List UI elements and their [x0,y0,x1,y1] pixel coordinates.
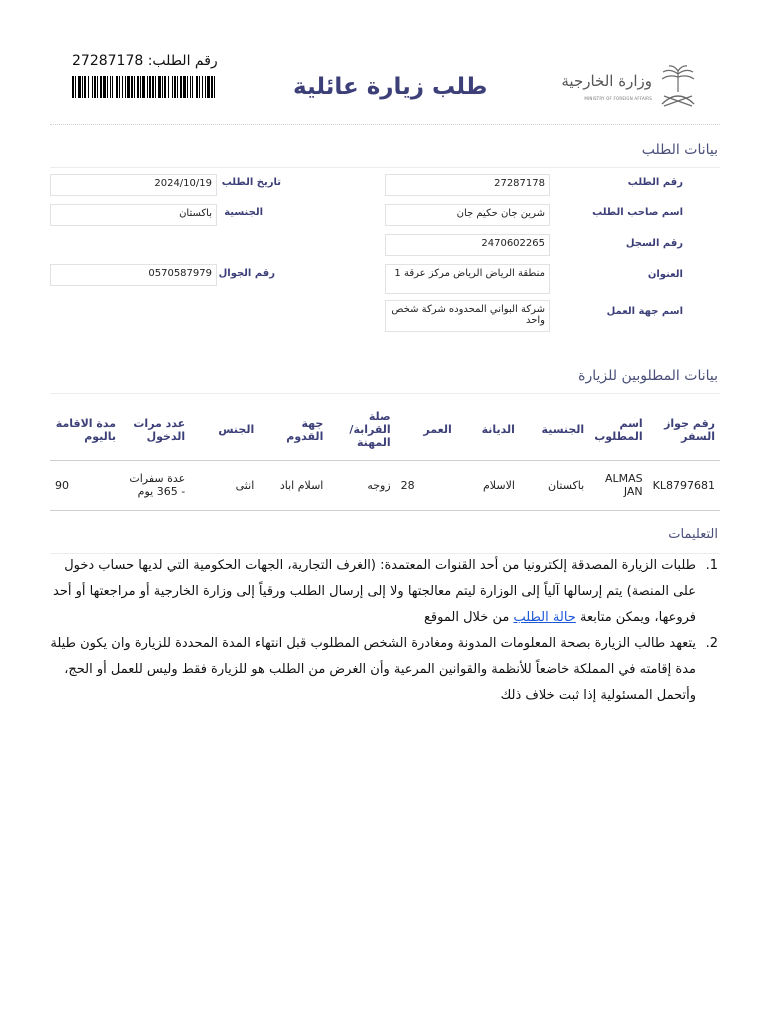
registry-no-field: 2470602265 [385,234,550,256]
cell-visitor-name: ALMAS JAN [589,460,647,510]
request-date-field: 2024/10/19 [50,174,217,196]
col-nationality: الجنسية [520,400,589,460]
request-no-field: 27287178 [385,174,550,196]
col-entries: عدد مرات الدخول [121,400,190,460]
instruction-number: 2. [705,636,718,651]
instruction-item [48,631,718,709]
col-stay-days: مدة الاقامة باليوم [50,400,121,460]
applicant-name-field: شرين جان حكيم جان [385,204,550,226]
cell-origin: اسلام اباد [259,460,328,510]
cell-religion: الاسلام [457,460,520,510]
request-number [72,53,218,69]
header-divider [50,124,720,125]
registry-no-label: رقم السجل [625,238,683,249]
instructions-list [48,553,718,709]
col-gender: الجنس [190,400,259,460]
address-field: منطقة الرياض الرياض مركز عرقة 1 [385,264,550,294]
nationality-label: الجنسية [224,207,263,218]
cell-passport-no: KL8797681 [648,460,720,510]
address-label: العنوان [647,269,683,280]
instruction-text: يتعهد طالب الزيارة بصحة المعلومات المدونة ومغادرة الشخص المطلوب قبل انتهاء المدة المحددة للزيارة وان يكون طيلة مدة إقامته في المملكة خاضعاً للأنظمة والقوانين المرعية وأن الغرض من الطلب هو للزيارة فقط وليس للعمل أو الحج، وأتحمل المسئولية إذا ثبت خلاف ذلك [50,636,696,703]
instruction-item [48,553,718,631]
cell-age: 28 [396,460,457,510]
ministry-logo [562,62,702,112]
employer-field: شركة البواني المحدوده شركة شخص واحد [385,300,550,332]
applicant-name-label: اسم صاحب الطلب [592,207,683,218]
cell-stay-days: 90 [50,460,121,510]
visitors-section-title: بيانات المطلوبين للزيارة [578,368,718,384]
request-no-label: رقم الطلب [627,177,683,188]
col-passport-no: رقم جواز السفر [648,400,720,460]
table-header-row [50,400,720,460]
instructions-title: التعليمات [668,527,718,542]
request-date-label: تاريخ الطلب [221,177,281,188]
visitors-section-divider [50,393,720,394]
palm-swords-emblem-icon [654,62,702,112]
visitors-table [50,400,720,511]
instruction-text: طلبات الزيارة المصدقة إلكترونيا من أحد القنوات المعتمدة: (الغرف التجارية، الجهات الحكومية التي لديها حساب دخول على المنصة) يتم إرسالها آلياً إلى الوزارة ليتم معالجتها ولا إلى إرسال الطلب ورقياً إلى وزارة الخارجية أو مراجعتها أو أحد فروعها، ويمكن متابعة [53,558,696,625]
col-origin: جهة القدوم [259,400,328,460]
mobile-label: رقم الجوال [218,268,275,279]
col-age: العمر [396,400,457,460]
barcode-icon [72,76,216,98]
employer-label: اسم جهة العمل [606,306,683,317]
logo-english-text: MINISTRY OF FOREIGN AFFAIRS [584,96,652,101]
col-visitor-name: اسم المطلوب [589,400,647,460]
request-status-link[interactable]: حالة الطلب [513,610,576,625]
instruction-suffix: من خلال الموقع [424,610,510,625]
cell-nationality: باكستان [520,460,589,510]
request-section-divider [50,167,720,168]
nationality-field: باكستان [50,204,217,226]
request-number-label: رقم الطلب: [147,53,218,69]
page-title: طلب زيارة عائلية [293,74,488,100]
col-religion: الديانة [457,400,520,460]
document-header [50,48,720,124]
request-section-title: بيانات الطلب [641,142,718,158]
cell-gender: انثى [190,460,259,510]
cell-entries: عدة سفرات - 365 يوم [121,460,190,510]
table-row [50,460,720,510]
logo-arabic-text: وزارة الخارجية [561,72,652,90]
cell-relation: زوجه [328,460,395,510]
mobile-field: 0570587979 [50,264,217,286]
request-number-value: 27287178 [72,53,144,69]
col-relation: صلة القرابة/ المهنة [328,400,395,460]
instruction-number: 1. [705,558,718,573]
